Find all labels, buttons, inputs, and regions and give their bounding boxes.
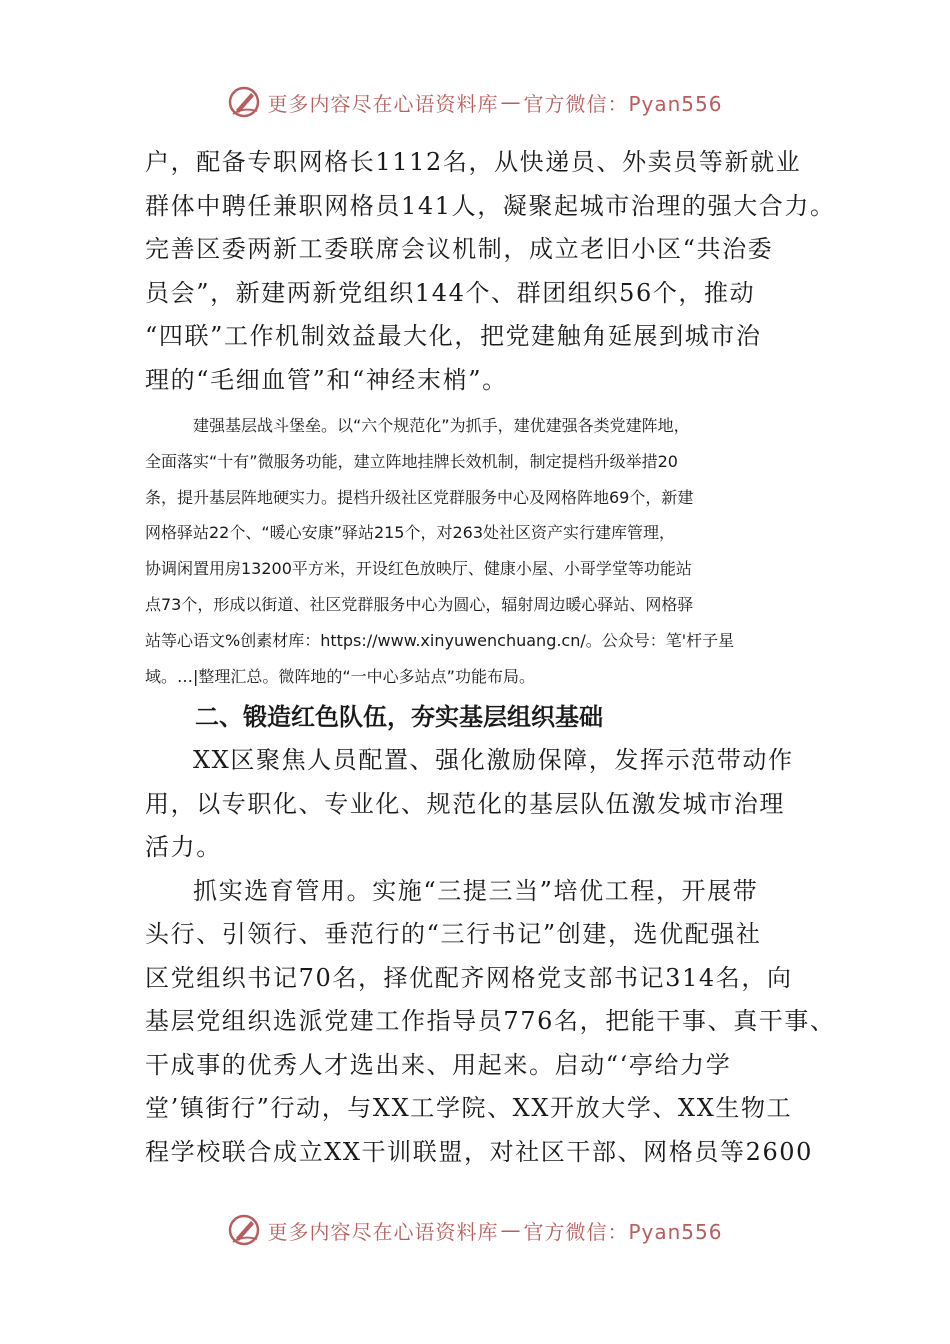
text-line: 户，配备专职网格长1112名，从快递员、外卖员等新就业 (145, 148, 802, 176)
paragraph-red-team (145, 739, 825, 870)
text-line: 站等心语文%创素材库：https://www.xinyuwenchuang.cn/。公众号：笔'杆子星 (145, 630, 735, 650)
text-line: 头行、引领行、垂范行的“三行书记”创建，选优配强社 (145, 920, 762, 949)
text-line: 条，提升基层阵地硬实力。提档升级社区党群服务中心及网格阵地69个，新建 (145, 487, 694, 507)
watermark-title: 更多内容尽在心语资料库 (267, 1219, 499, 1244)
paragraph-selection-training (145, 870, 836, 1175)
text-line: 全面落实“十有”微服务功能，建立阵地挂牌长效机制，制定提档升级举措20 (145, 451, 678, 471)
footer-watermark (0, 1210, 950, 1250)
watermark-wechat: 官方微信：Pyan556 (523, 91, 723, 116)
section-heading: 二、锻造红色队伍，夯实基层组织基础 (195, 703, 603, 732)
text-line: 抓实选育管用。实施“三提三当”培优工程，开展带 (193, 876, 759, 905)
text-line: 完善区委两新工委联席会议机制，成立老旧小区“共治委 (145, 235, 774, 263)
text-line: 协调闲置用房13200平方米，开设红色放映厅、健康小屋、小哥学堂等功能站 (145, 559, 692, 579)
text-line: 干成事的优秀人才选出来、用起来。启动“‘亭给力学 (145, 1050, 732, 1079)
text-line: 程学校联合成立XX干训联盟，对社区干部、网格员等2600 (145, 1137, 814, 1166)
watermark-wechat: 官方微信：Pyan556 (523, 1219, 723, 1244)
header-watermark (0, 82, 950, 122)
text-line: 活力。 (145, 833, 222, 862)
text-line: “四联”工作机制效益最大化，把党建触角延展到城市治 (145, 322, 762, 350)
text-line: 理的“毛细血管”和“神经末梢”。 (145, 365, 508, 394)
text-line: 堂’镇街行”行动，与XX工学院、XX开放大学、XX生物工 (145, 1094, 793, 1123)
text-line: 建强基层战斗堡垒。以“六个规范化”为抓手，建优建强各类党建阵地， (193, 416, 690, 435)
text-line: 点73个，形成以街道、社区党群服务中心为圆心，辐射周边暖心驿站、网格驿 (145, 594, 694, 614)
text-line: 区党组织书记70名，择优配齐网格党支部书记314名，向 (145, 963, 793, 992)
watermark-separator: — (500, 1218, 522, 1242)
paragraph-grassroots-fortress (145, 408, 825, 694)
watermark-separator: — (500, 90, 522, 114)
text-line: 群体中聘任兼职网格员141人，凝聚起城市治理的强大合力。 (145, 191, 836, 220)
text-line: 域。…|整理汇总。微阵地的“一中心多站点”功能布局。 (145, 666, 535, 686)
text-line: 基层党组织选派党建工作指导员776名，把能干事、真干事、 (145, 1007, 836, 1036)
text-line: 用，以专职化、专业化、规范化的基层队伍激发城市治理 (145, 789, 785, 818)
pen-logo-icon (227, 1213, 261, 1247)
document-body (145, 141, 836, 1174)
text-line: XX区聚焦人员配置、强化激励保障，发挥示范带动作 (193, 746, 794, 775)
watermark-title: 更多内容尽在心语资料库 (267, 91, 499, 116)
pen-logo-icon (227, 85, 261, 119)
paragraph-grid-team (145, 141, 836, 402)
text-line: 员会”，新建两新党组织144个、群团组织56个，推动 (145, 278, 756, 307)
text-line: 网格驿站22个、“暖心安康”驿站215个，对263处社区资产实行建库管理， (145, 523, 676, 543)
